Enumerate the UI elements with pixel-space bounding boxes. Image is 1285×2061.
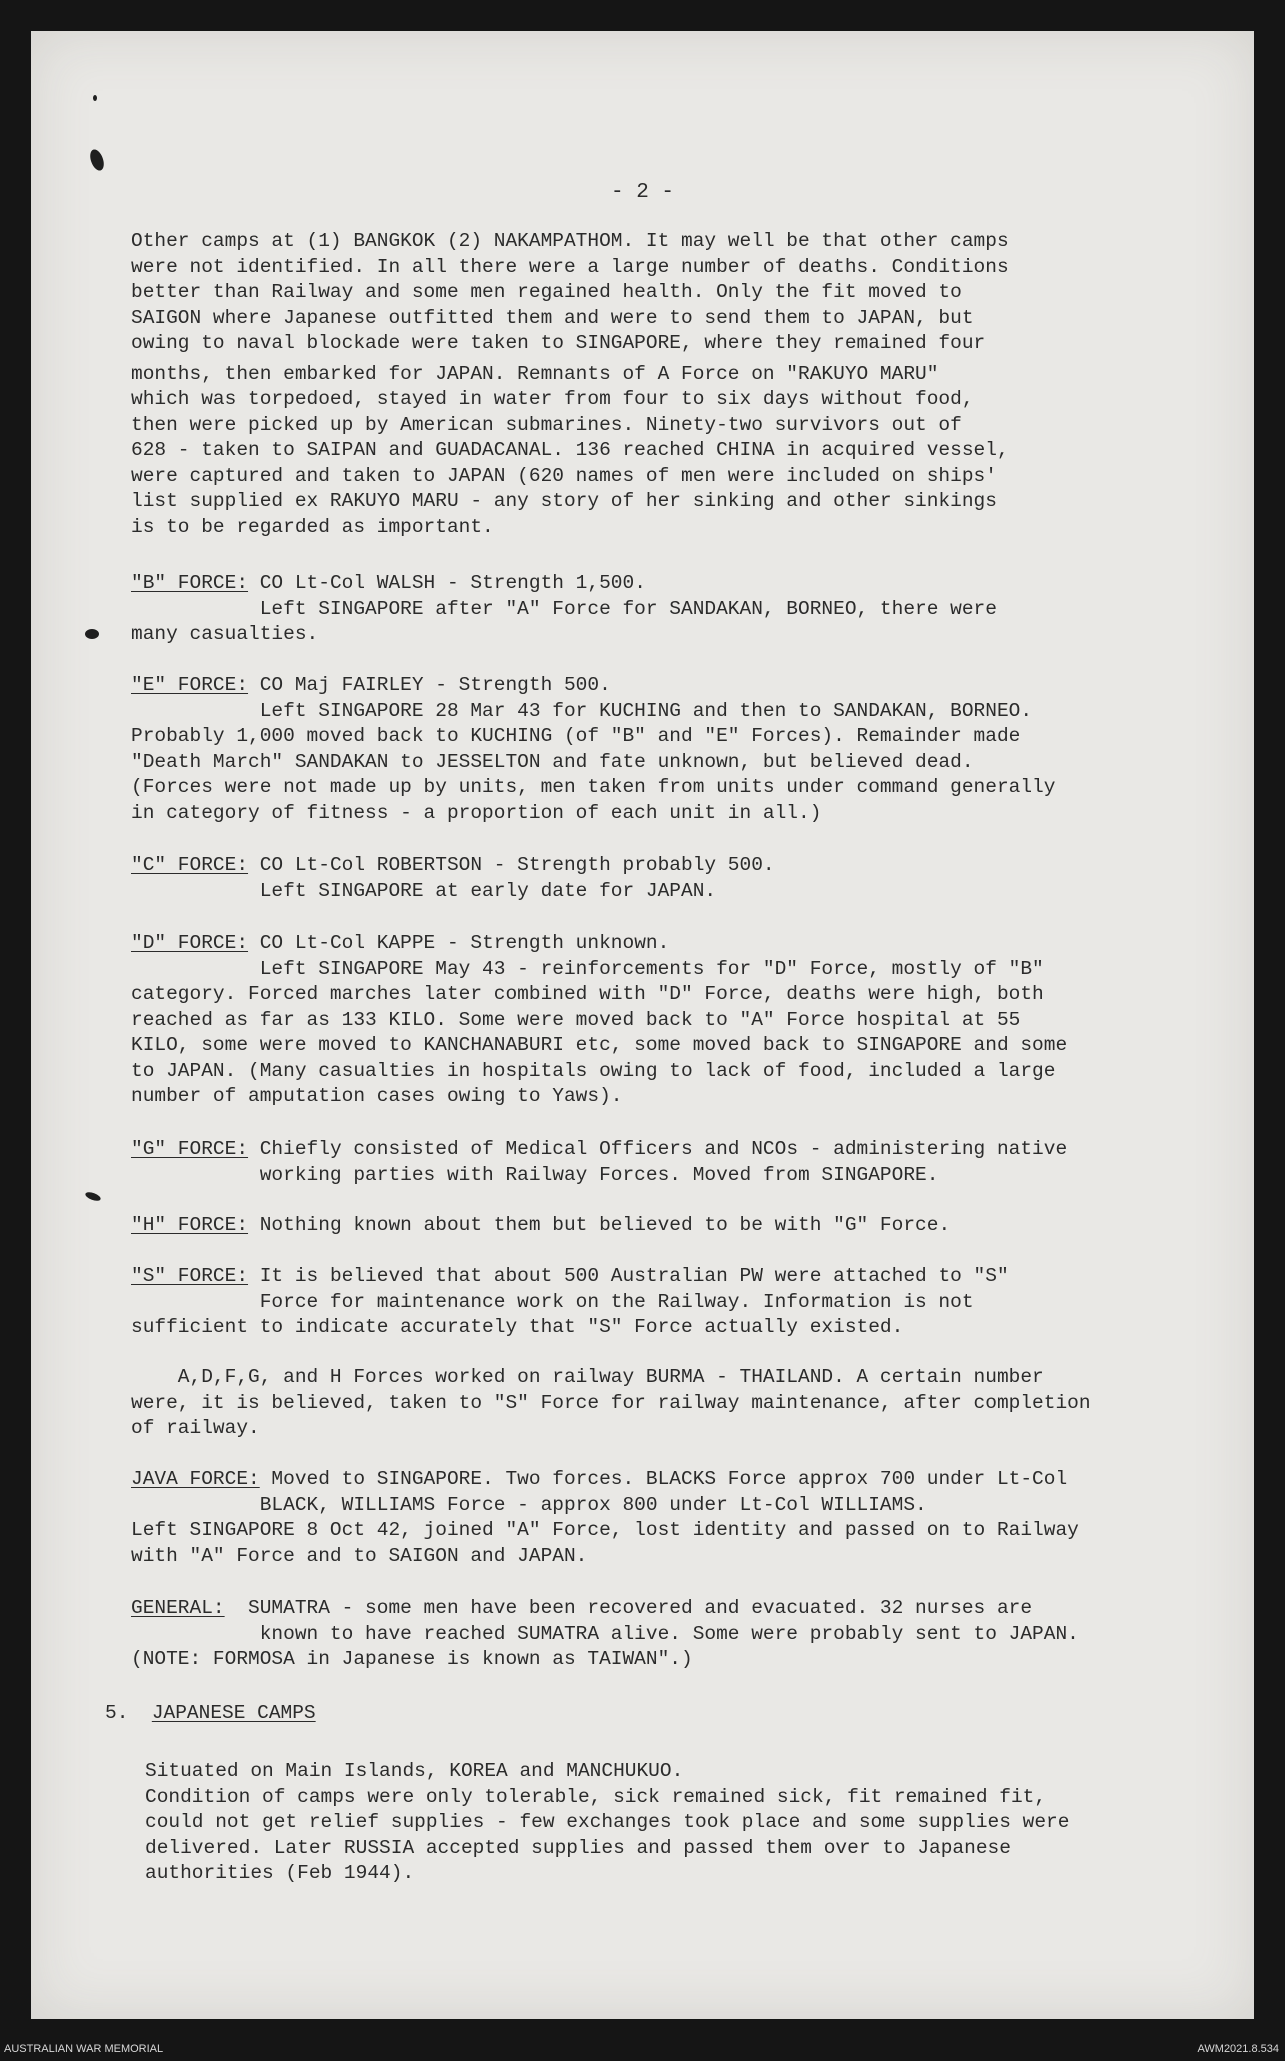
text-line: which was torpedoed, stayed in water from four to six days without food, (131, 388, 974, 410)
text-line: Left SINGAPORE after "A" Force for SANDAKAN, BORNEO, there were (131, 597, 997, 620)
intro-paragraph (131, 229, 1191, 540)
text-line: is to be regarded as important. (131, 515, 494, 538)
text-line: Force for maintenance work on the Railway. Information is not (131, 1290, 974, 1313)
text-line: category. Forced marches later combined with "D" Force, deaths were high, both (131, 983, 1044, 1005)
text-line: CO Lt-Col KAPPE - Strength unknown. (248, 932, 670, 954)
text-line: Probably 1,000 moved back to KUCHING (of "B" and "E" Forces). Remainder made (131, 725, 1021, 747)
text-line: (NOTE: FORMOSA in Japanese is known as TAIWAN".) (131, 1648, 693, 1670)
text-line: Left SINGAPORE 8 Oct 42, joined "A" Force, lost identity and passed on to Railway (131, 1519, 1079, 1541)
s-force-section (131, 1264, 1191, 1341)
section-5 (105, 1701, 1165, 1727)
d-force-heading: "D" FORCE: (131, 932, 249, 954)
section-5-body (145, 1759, 1205, 1887)
text-line: list supplied ex RAKUYO MARU - any story of her sinking and other sinkings (131, 490, 997, 512)
page-number: - 2 - (610, 181, 674, 204)
text-line: of railway. (131, 1417, 260, 1439)
text-line: Condition of camps were only tolerable, sick remained sick, fit remained fit, (145, 1785, 1047, 1808)
text-line: SUMATRA - some men have been recovered and evacuated. 32 nurses are (224, 1597, 1033, 1619)
text-line: CO Maj FAIRLEY - Strength 500. (248, 674, 611, 696)
archive-reference: AWM2021.8.534 (1197, 2043, 1279, 2055)
c-force-heading: "C" FORCE: (131, 854, 249, 876)
text-line: A,D,F,G, and H Forces worked on railway BURMA - THAILAND. A certain number (131, 1366, 1044, 1388)
text-line: Left SINGAPORE at early date for JAPAN. (131, 879, 717, 902)
b-force-section (131, 571, 1191, 648)
text-line: Situated on Main Islands, KOREA and MANCHUKUO. (145, 1760, 684, 1782)
text-line: CO Lt-Col WALSH - Strength 1,500. (248, 572, 646, 594)
text-line: Left SINGAPORE 28 Mar 43 for KUCHING and then to SANDAKAN, BORNEO. (131, 699, 1033, 722)
text-line: Other camps at (1) BANGKOK (2) NAKAMPATHOM. It may well be that other camps (131, 230, 1009, 252)
text-line: known to have reached SUMATRA alive. Some were probably sent to JAPAN. (131, 1622, 1079, 1645)
text-line: were captured and taken to JAPAN (620 names of men were included on ships' (131, 464, 997, 487)
ink-speck (85, 629, 99, 639)
text-line: in category of fitness - a proportion of each unit in all.) (131, 801, 822, 824)
g-force-heading: "G" FORCE: (131, 1138, 249, 1160)
h-force-heading: "H" FORCE: (131, 1214, 249, 1236)
c-force-section (131, 853, 1191, 904)
text-line: SAIGON where Japanese outfitted them and were to send them to JAPAN, but (131, 306, 974, 329)
text-line: It is believed that about 500 Australian PW were attached to "S" (248, 1265, 1009, 1287)
text-line: delivered. Later RUSSIA accepted supplies and passed them over to Japanese (145, 1836, 1011, 1859)
text-line: with "A" Force and to SAIGON and JAPAN. (131, 1544, 588, 1567)
h-force-section (131, 1213, 1191, 1239)
b-force-heading: "B" FORCE: (131, 572, 249, 594)
text-line: were, it is believed, taken to "S" Force for railway maintenance, after completion (131, 1391, 1091, 1414)
text-line: months, then embarked for JAPAN. Remnants of A Force on "RAKUYO MARU" (131, 362, 939, 385)
text-line: sufficient to indicate accurately that "S" Force actually existed. (131, 1316, 904, 1338)
document-page (31, 31, 1254, 2019)
text-line: many casualties. (131, 623, 319, 645)
text-line: authorities (Feb 1944). (145, 1862, 415, 1884)
text-line: 628 - taken to SAIPAN and GUADACANAL. 136 reached CHINA in acquired vessel, (131, 439, 1009, 461)
text-line: (Forces were not made up by units, men taken from units under command generally (131, 776, 1056, 798)
general-heading: GENERAL: (131, 1597, 225, 1619)
text-line: Moved to SINGAPORE. Two forces. BLACKS Force approx 700 under Lt-Col (259, 1468, 1068, 1490)
s-force-heading: "S" FORCE: (131, 1265, 249, 1287)
text-line: KILO, some were moved to KANCHANABURI etc, some moved back to SINGAPORE and some (131, 1034, 1068, 1056)
ink-speck (88, 148, 107, 173)
ink-speck (93, 95, 97, 101)
text-line: Left SINGAPORE May 43 - reinforcements for "D" Force, mostly of "B" (131, 957, 1044, 980)
text-line: reached as far as 133 KILO. Some were moved back to "A" Force hospital at 55 (131, 1008, 1021, 1031)
text-line: could not get relief supplies - few exchanges took place and some supplies were (145, 1811, 1070, 1833)
section-title: JAPANESE CAMPS (151, 1702, 316, 1724)
text-line: BLACK, WILLIAMS Force - approx 800 under Lt-Col WILLIAMS. (131, 1493, 927, 1516)
railway-paragraph (131, 1365, 1191, 1442)
e-force-heading: "E" FORCE: (131, 674, 249, 696)
e-force-section (131, 673, 1191, 826)
java-force-section (131, 1467, 1191, 1569)
text-line: owing to naval blockade were taken to SINGAPORE, where they remained four (131, 332, 986, 354)
text-line: then were picked up by American submarines. Ninety-two survivors out of (131, 413, 962, 436)
java-force-heading: JAVA FORCE: (131, 1468, 260, 1490)
text-line: CO Lt-Col ROBERTSON - Strength probably 500. (248, 854, 775, 876)
d-force-section (131, 931, 1191, 1110)
text-line: Nothing known about them but believed to be with "G" Force. (248, 1214, 951, 1236)
text-line: better than Railway and some men regained health. Only the fit moved to (131, 281, 962, 303)
text-line: Chiefly consisted of Medical Officers and NCOs - administering native (248, 1138, 1068, 1160)
text-line: "Death March" SANDAKAN to JESSELTON and fate unknown, but believed dead. (131, 750, 974, 773)
text-line: number of amputation cases owing to Yaws). (131, 1085, 623, 1107)
archive-credit: AUSTRALIAN WAR MEMORIAL (4, 2043, 164, 2055)
text-line: to JAPAN. (Many casualties in hospitals owing to lack of food, included a large (131, 1059, 1056, 1082)
general-section (131, 1596, 1191, 1673)
g-force-section (131, 1137, 1191, 1188)
text-line: were not identified. In all there were a large number of deaths. Conditions (131, 255, 1009, 278)
text-line: working parties with Railway Forces. Moved from SINGAPORE. (131, 1163, 939, 1186)
section-number: 5. (105, 1702, 129, 1724)
ink-speck (84, 1190, 101, 1202)
